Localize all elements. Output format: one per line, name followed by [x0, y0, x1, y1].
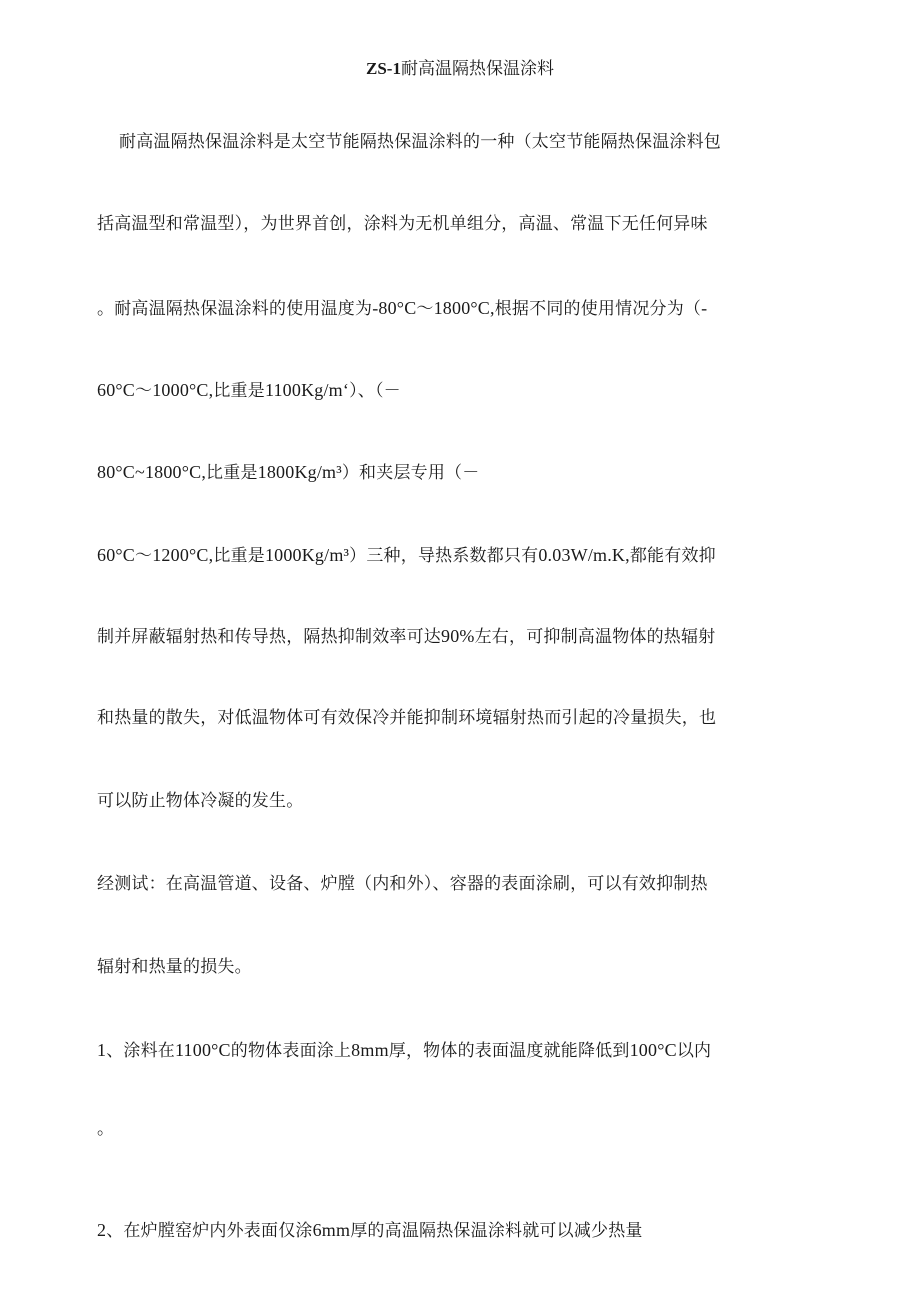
paragraph-line-14: 2、在炉膛窑炉内外表面仅涂6mm厚的高温隔热保温涂料就可以减少热量: [97, 1220, 643, 1241]
paragraph-line-8: 和热量的散失，对低温物体可有效保冷并能抑制环境辐射热而引起的冷量损失，也: [97, 708, 717, 728]
paragraph-line-1: 耐高温隔热保温涂料是太空节能隔热保温涂料的一种（太空节能隔热保温涂料包: [119, 132, 721, 152]
paragraph-line-10: 经测试：在高温管道、设备、炉膛（内和外）、容器的表面涂刷，可以有效抑制热: [97, 874, 708, 894]
paragraph-line-3: 。耐高温隔热保温涂料的使用温度为-80°C～1800°C,根据不同的使用情况分为（-: [97, 298, 708, 319]
paragraph-line-12: 1、涂料在1100°C的物体表面涂上8mm厚，物体的表面温度就能降低到100°C以内: [97, 1040, 712, 1061]
paragraph-line-9: 可以防止物体冷凝的发生。: [97, 791, 304, 811]
paragraph-line-13: 。: [97, 1119, 115, 1139]
paragraph-line-2: 括高温型和常温型），为世界首创，涂料为无机单组分，高温、常温下无任何异味: [97, 214, 708, 234]
paragraph-line-11: 辐射和热量的损失。: [97, 957, 252, 977]
title-prefix: ZS-1: [366, 59, 401, 78]
paragraph-line-7: 制并屏蔽辐射热和传导热，隔热抑制效率可达90%左右，可抑制高温物体的热辐射: [97, 626, 716, 647]
paragraph-line-6: 60°C～1200°C,比重是1000Kg/m³）三种，导热系数都只有0.03W/m.K,都能有效抑: [97, 545, 716, 566]
paragraph-line-5: 80°C~1800°C,比重是1800Kg/m³）和夹层专用（－: [97, 462, 480, 483]
title-main: 耐高温隔热保温涂料: [400, 59, 554, 79]
paragraph-line-4: 60°C～1000°C,比重是1100Kg/m‘）、（－: [97, 380, 401, 401]
document-title: [0, 58, 920, 80]
